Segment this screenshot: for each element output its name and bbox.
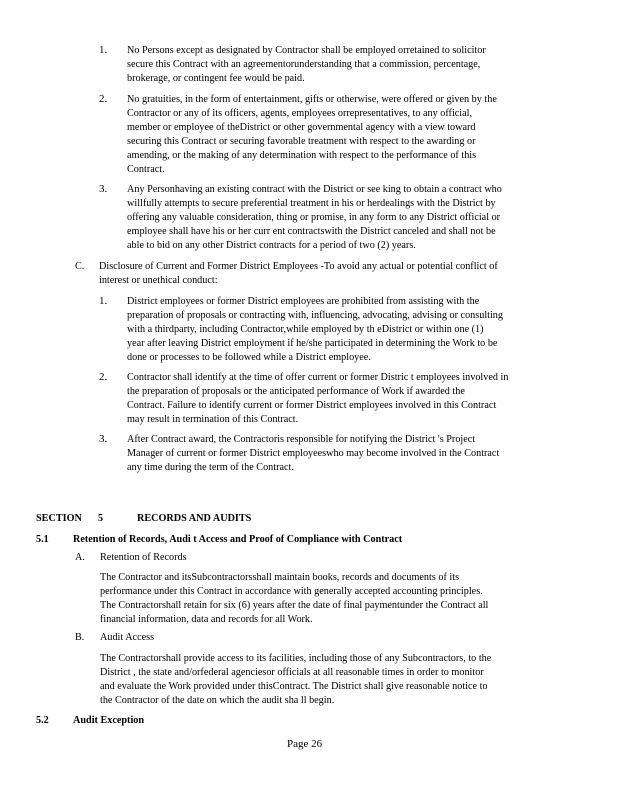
- list-item-text: No gratuities, in the form of entertainment, gifts or otherwise, were offered or given by the Contractor or any of its officers, agents, employees orrepresentatives, to any official, member or employee of theDistrict or other governmental agency with a view toward securing this Contract or securing favorable treatment with respect to the awarding or amending, or the making of any determination with respect to the performance of this Contract.: [127, 94, 497, 175]
- subsection-number: 5.1: [36, 534, 49, 545]
- subsection-number: 5.2: [36, 715, 49, 726]
- subsection-title: Audit Exception: [73, 715, 145, 726]
- page-number: Page 26: [287, 738, 323, 750]
- section-c-letter: C.: [75, 261, 85, 272]
- list-number: 1.: [99, 44, 108, 56]
- section-label: SECTION: [36, 513, 82, 524]
- list-item-text: Any Personhaving an existing contract with the District or see king to obtain a contract who willfully attempts to secure preferential treatment in his or herdealings with the District by offering any valuable consideration, thing or promise, in any form to any District official or employee shall have his or her curr ent contractswith the District canceled and shall not be able to bid on any other District contracts for a period of two (2) years.: [127, 184, 502, 251]
- list-item-text: District employees or former District employees are prohibited from assisting with the preparation of proposals or contracting with, influencing, advocating, advising or consulting with a thirdparty, including Contractor,while employed by th eDistrict or within one (1) year after leaving District employment if he/she participated in determining the Work to be done or processes to be followed while a District employee.: [127, 296, 503, 363]
- item-letter: B.: [75, 632, 85, 643]
- subsection-title: Retention of Records, Audi t Access and Proof of Compliance with Contract: [73, 534, 403, 545]
- section-number: 5: [98, 513, 104, 524]
- list-number: 1.: [99, 295, 108, 307]
- list-item-text: No Persons except as designated by Contractor shall be employed orretained to solicitor secure this Contract with an agreementorunderstanding that a commission, percentage, brokerage, or contingent fee would be paid.: [127, 45, 486, 84]
- item-heading: Audit Access: [100, 632, 155, 643]
- paragraph: The Contractor and itsSubcontractorsshall maintain books, records and documents of its performance under this Contract in accordance with generally accepted accounting principles. The Contractorshall retain for six (6) years after the date of final paymentunder the Contract all financial information, data and records for all Work.: [100, 572, 489, 625]
- list-number: 3.: [99, 183, 108, 195]
- list-item-text: After Contract award, the Contractoris responsible for notifying the District 's Project Manager of current or former District employeeswho may become involved in the Contract any time during the term of the Contract.: [127, 434, 500, 473]
- list-item-text: Contractor shall identify at the time of offer current or former Distric t employees involved in the preparation of proposals or the anticipated performance of Work if awarded the Contract. Failure to identify current or former District employees involved in this Contract may result in termination of this Contract.: [127, 372, 509, 425]
- list-number: 2.: [99, 371, 108, 383]
- item-heading: Retention of Records: [100, 552, 187, 563]
- section-title: RECORDS AND AUDITS: [137, 513, 252, 524]
- paragraph: The Contractorshall provide access to its facilities, including those of any Subcontractors, to the District , the state and/orfederal agenciesor officials at all reasonable times in order to monitor and evaluate the Work provided under thisContract. The District shall give reasonable notice to the Contractor of the date on which the audit sha ll begin.: [100, 653, 492, 706]
- list-number: 2.: [99, 93, 108, 105]
- item-letter: A.: [75, 552, 85, 563]
- section-c-heading: Disclosure of Current and Former District Employees -To avoid any actual or potential conflict of interest or unethical conduct:: [99, 261, 498, 286]
- list-number: 3.: [99, 433, 108, 445]
